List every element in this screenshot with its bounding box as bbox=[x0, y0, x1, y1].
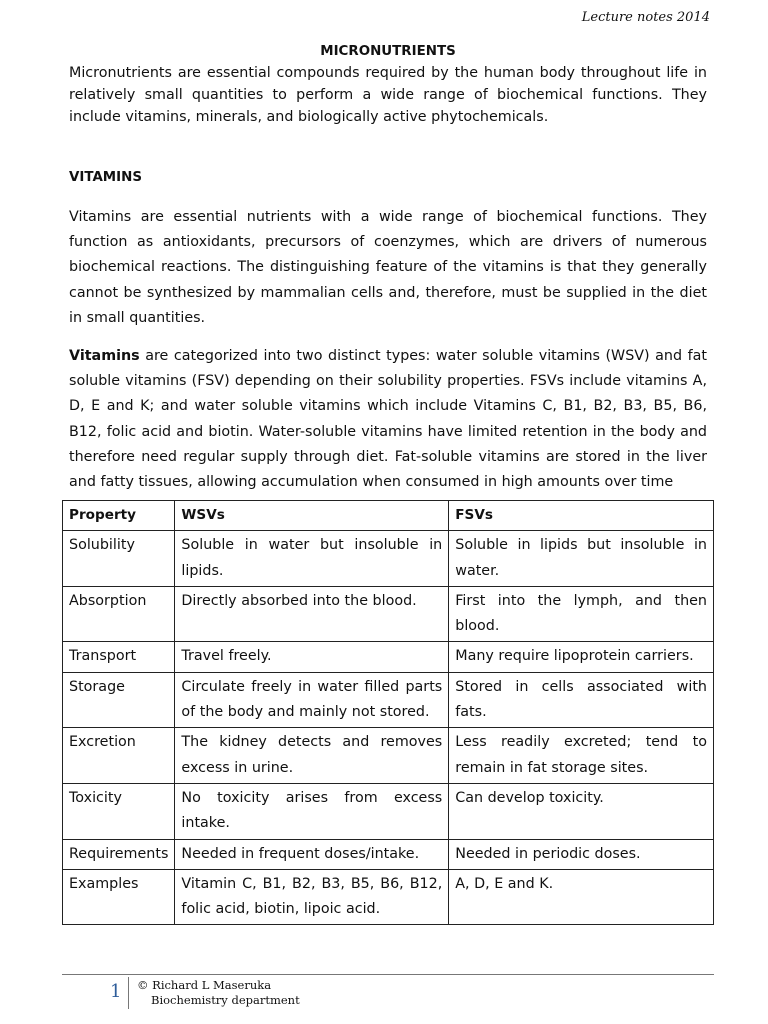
property-cell: Absorption bbox=[63, 586, 175, 642]
wsv-cell: Soluble in water but insoluble in lipids. bbox=[175, 531, 449, 587]
footer-author: © Richard L Maseruka bbox=[137, 978, 272, 992]
property-cell: Toxicity bbox=[63, 783, 175, 839]
property-cell: Storage bbox=[63, 672, 175, 728]
fsv-cell: Less readily excreted; tend to remain in fat storage sites. bbox=[449, 728, 714, 784]
vitamins-heading: VITAMINS bbox=[69, 170, 142, 185]
property-cell: Examples bbox=[63, 869, 175, 925]
wsv-cell: No toxicity arises from excess intake. bbox=[175, 783, 449, 839]
fsv-cell: Stored in cells associated with fats. bbox=[449, 672, 714, 728]
wsv-cell: Vitamin C, B1, B2, B3, B5, B6, B12, folic acid, biotin, lipoic acid. bbox=[175, 869, 449, 925]
table-row bbox=[63, 869, 714, 925]
table-row bbox=[63, 783, 714, 839]
table-row bbox=[63, 586, 714, 642]
page-number: 1 bbox=[110, 981, 122, 1002]
wsv-cell: Directly absorbed into the blood. bbox=[175, 586, 449, 642]
table-header-row bbox=[63, 501, 714, 531]
fsv-cell: Soluble in lipids but insoluble in water. bbox=[449, 531, 714, 587]
fsv-cell: Needed in periodic doses. bbox=[449, 839, 714, 869]
wsv-cell: Needed in frequent doses/intake. bbox=[175, 839, 449, 869]
intro-paragraph: Micronutrients are essential compounds required by the human body throughout life in relatively small quantities to perform a wide range of biochemical functions. They include vitamins, minerals, and biologically active phytochemicals. bbox=[69, 65, 707, 125]
property-cell: Transport bbox=[63, 642, 175, 672]
fsv-cell: A, D, E and K. bbox=[449, 869, 714, 925]
vitamins-bold-word: Vitamins bbox=[69, 348, 140, 365]
table-row bbox=[63, 839, 714, 869]
header-note: Lecture notes 2014 bbox=[581, 10, 710, 25]
table-row bbox=[63, 531, 714, 587]
footer-divider bbox=[62, 974, 714, 975]
property-cell: Requirements bbox=[63, 839, 175, 869]
page-title: MICRONUTRIENTS bbox=[320, 44, 456, 59]
column-header-wsvs: WSVs bbox=[175, 501, 449, 531]
column-header-property: Property bbox=[63, 501, 175, 531]
property-cell: Solubility bbox=[63, 531, 175, 587]
vitamins-paragraph-1: Vitamins are essential nutrients with a wide range of biochemical functions. They function as antioxidants, precursors of coenzymes, which are drivers of numerous biochemical reactions. The distinguishing feature of the vitamins is that they generally cannot be synthesized by mammalian cells and, therefore, must be supplied in the diet in small quantities. bbox=[69, 209, 707, 326]
footer-vertical-divider bbox=[128, 977, 129, 1009]
wsv-cell: The kidney detects and removes excess in urine. bbox=[175, 728, 449, 784]
fsv-cell: Can develop toxicity. bbox=[449, 783, 714, 839]
wsv-cell: Circulate freely in water filled parts of the body and mainly not stored. bbox=[175, 672, 449, 728]
main-content bbox=[69, 44, 707, 495]
fsv-cell: Many require lipoprotein carriers. bbox=[449, 642, 714, 672]
vitamins-paragraph-2 bbox=[69, 344, 707, 495]
vitamin-comparison-table bbox=[62, 500, 714, 925]
vitamins-paragraph-2-text: are categorized into two distinct types: water soluble vitamins (WSV) and fat soluble vitamins (FSV) depending on their solubility properties. FSVs include vitamins A, D, E and K; and water soluble vitamins which include Vitamins C, B1, B2, B3, B5, B6, B12, folic acid and biotin. Water-soluble vitamins have limited retention in the body and therefore need regular supply through diet. Fat-soluble vitamins are stored in the liver and fatty tissues, allowing accumulation when consumed in high amounts over time bbox=[69, 348, 707, 491]
property-cell: Excretion bbox=[63, 728, 175, 784]
column-header-fsvs: FSVs bbox=[449, 501, 714, 531]
table-row bbox=[63, 642, 714, 672]
wsv-cell: Travel freely. bbox=[175, 642, 449, 672]
footer-credit bbox=[137, 978, 300, 1008]
table-row bbox=[63, 672, 714, 728]
footer-department: Biochemistry department bbox=[151, 993, 300, 1007]
table-row bbox=[63, 728, 714, 784]
fsv-cell: First into the lymph, and then blood. bbox=[449, 586, 714, 642]
